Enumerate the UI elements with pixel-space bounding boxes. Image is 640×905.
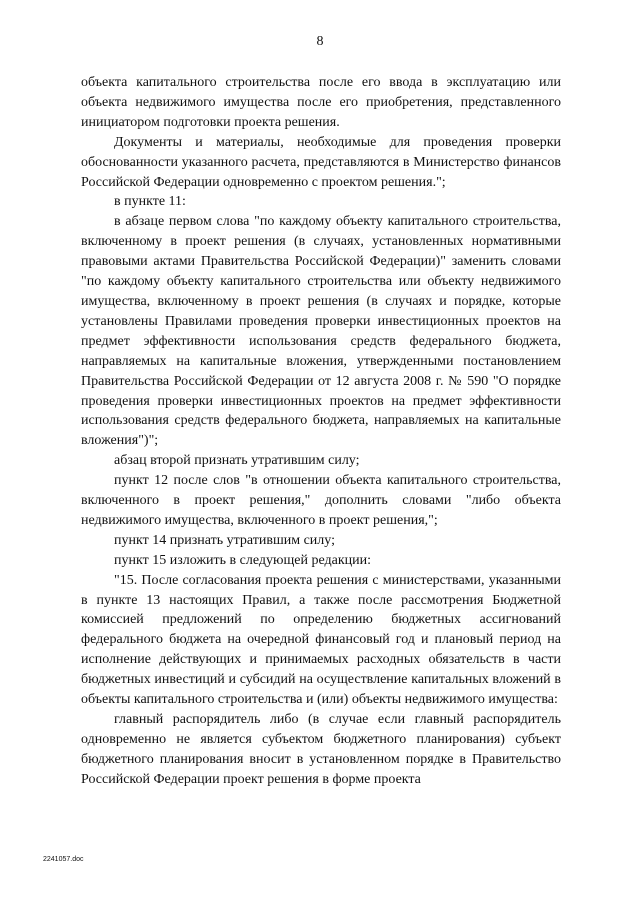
paragraph-documents: Документы и материалы, необходимые для проведения проверки обоснованности указанного расчета, представляются в Министерство финансов Российской Федерации одновременно с проектом решения.";	[81, 134, 561, 190]
paragraph-main-manager: главный распорядитель либо (в случае если главный распорядитель одновременно не является субъектом бюджетного планирования) субъект бюджетного планирования вносит в установленном порядке в Правительство Российской Федерации проект решения в форме проекта	[81, 712, 561, 787]
paragraph-item-14: пункт 14 признать утратившим силу;	[114, 532, 335, 548]
paragraph-continuation: объекта капитального строительства после его ввода в эксплуатацию или объекта недвижимого имущества после его приобретения, представленного инициатором подготовки проекта решения.	[81, 75, 561, 130]
paragraph-second-abzac: абзац второй признать утратившим силу;	[114, 453, 360, 469]
paragraph-item-11: в пункте 11:	[114, 194, 186, 210]
paragraph-item-15-text: "15. После согласования проекта решения с министерствами, указанными в пункте 13 настоящих Правил, а также после рассмотрения Бюджетной комиссией предложений по определению бюджетных ассигнований федерального бюджета на очередной финансовый год и плановый период на исполнение действующих и принимаемых расходных обязательств в части бюджетных инвестиций и субсидий на осуществление капитальных вложений в объекты капитального строительства и (или) объекты недвижимого имущества:	[81, 572, 561, 708]
paragraph-item-12: пункт 12 после слов "в отношении объекта капитального строительства, включенного в проект решения," дополнить словами "либо объекта недвижимого имущества, включенного в проект решения,";	[81, 473, 561, 528]
footer-filename: 2241057.doc	[43, 856, 84, 863]
page-number: 8	[316, 34, 324, 49]
document-body	[81, 73, 561, 790]
paragraph-first-abzac: в абзаце первом слова "по каждому объекту капитального строительства, включенному в проект решения (в случаях, установленных нормативными правовыми актами Правительства Российской Федерации)" заменить словами "по каждому объекту капитального строительства или объекту недвижимого имущества, включенному в проект решения (в случаях и порядке, которые установлены Правилами проведения проверки инвестиционных проектов на предмет эффективности использования средств федерального бюджета, направляемых на капитальные вложения, утвержденными постановлением Правительства Российской Федерации от 12 августа 2008 г. № 590 "О порядке проведения проверки инвестиционных проектов на предмет эффективности использования средств федерального бюджета, направляемых на капитальные вложения")";	[81, 214, 561, 449]
paragraph-item-15: пункт 15 изложить в следующей редакции:	[114, 552, 371, 568]
